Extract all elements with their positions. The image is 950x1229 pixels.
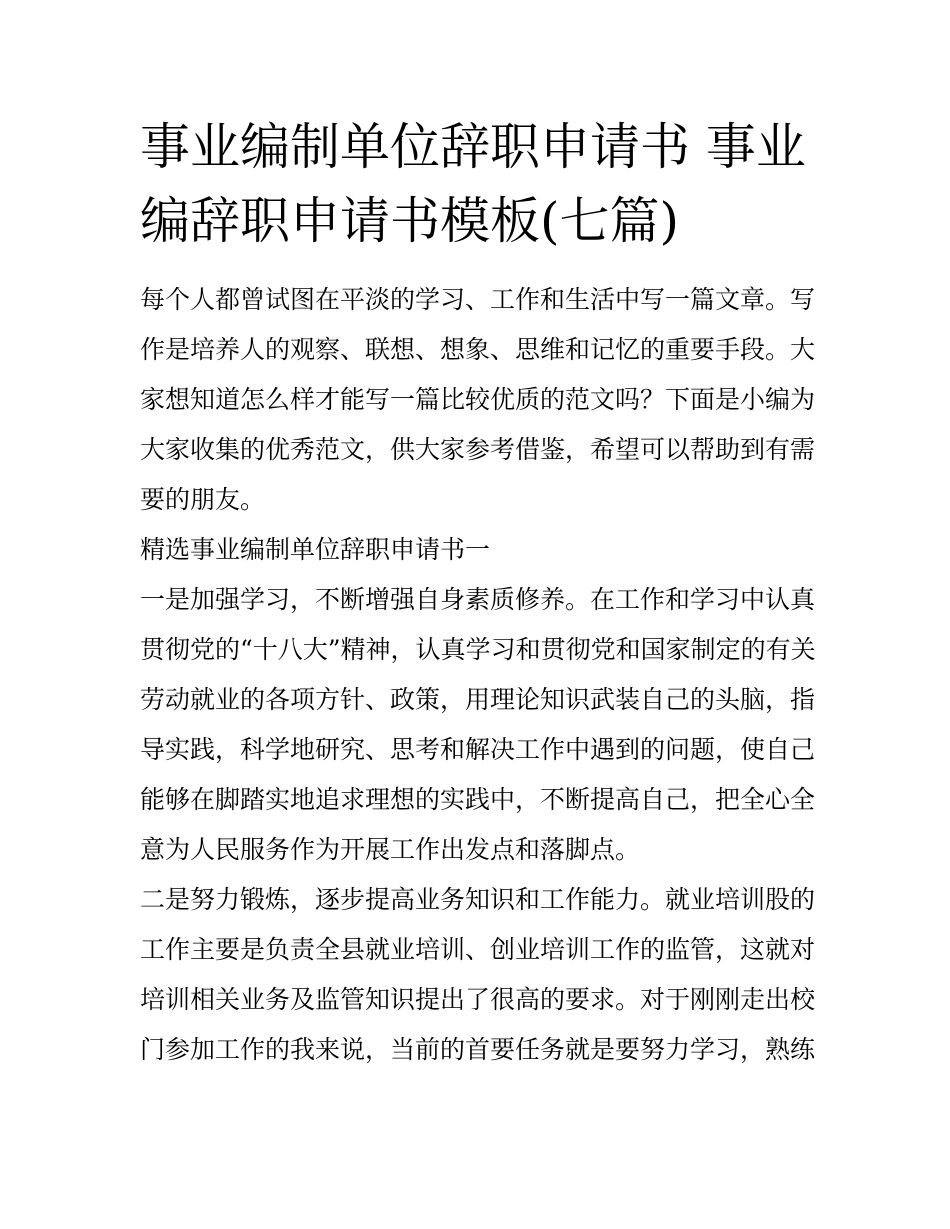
- paragraph-1-line-4: 导实践，科学地研究、思考和解决工作中遇到的问题，使自己: [140, 735, 816, 764]
- paragraph-1-line-5: 能够在脚踏实地追求理想的实践中，不断提高自己，把全心全: [140, 785, 816, 814]
- paragraph-1-line-6: 意为人民服务作为开展工作出发点和落脚点。: [140, 835, 641, 864]
- paragraph-1-line-2: 贯彻党的“十八大”精神，认真学习和贯彻党和国家制定的有关: [140, 635, 816, 664]
- section-heading: 精选事业编制单位辞职申请书一: [140, 535, 491, 564]
- paragraph-2-line-1: 二是努力锻炼，逐步提高业务知识和工作能力。就业培训股的: [140, 885, 816, 914]
- intro-line-5: 要的朋友。: [140, 485, 266, 514]
- paragraph-2-line-3: 培训相关业务及监管知识提出了很高的要求。对于刚刚走出校: [140, 985, 816, 1014]
- paragraph-1-line-3: 劳动就业的各项方针、政策，用理论知识武装自己的头脑，指: [140, 685, 816, 714]
- title-line-2: 编辞职申请书模板(七篇): [140, 192, 680, 250]
- intro-line-4: 大家收集的优秀范文，供大家参考借鉴，希望可以帮助到有需: [140, 435, 816, 464]
- intro-line-2: 作是培养人的观察、联想、想象、思维和记忆的重要手段。大: [140, 335, 816, 364]
- paragraph-2: [140, 875, 816, 1075]
- paragraph-1: [140, 575, 816, 875]
- intro-line-3: 家想知道怎么样才能写一篇比较优质的范文吗？下面是小编为: [140, 385, 816, 414]
- intro-line-1: 每个人都曾试图在平淡的学习、工作和生活中写一篇文章。写: [140, 285, 816, 314]
- document-title: [140, 110, 812, 258]
- paragraph-1-line-1: 一是加强学习，不断增强自身素质修养。在工作和学习中认真: [140, 585, 816, 614]
- paragraph-2-line-4: 门参加工作的我来说，当前的首要任务就是要努力学习，熟练: [140, 1035, 816, 1064]
- document-body: [140, 275, 816, 1075]
- intro-paragraph: [140, 275, 816, 525]
- title-line-1: 事业编制单位辞职申请书 事业: [140, 118, 806, 176]
- paragraph-2-line-2: 工作主要是负责全县就业培训、创业培训工作的监管，这就对: [140, 935, 816, 964]
